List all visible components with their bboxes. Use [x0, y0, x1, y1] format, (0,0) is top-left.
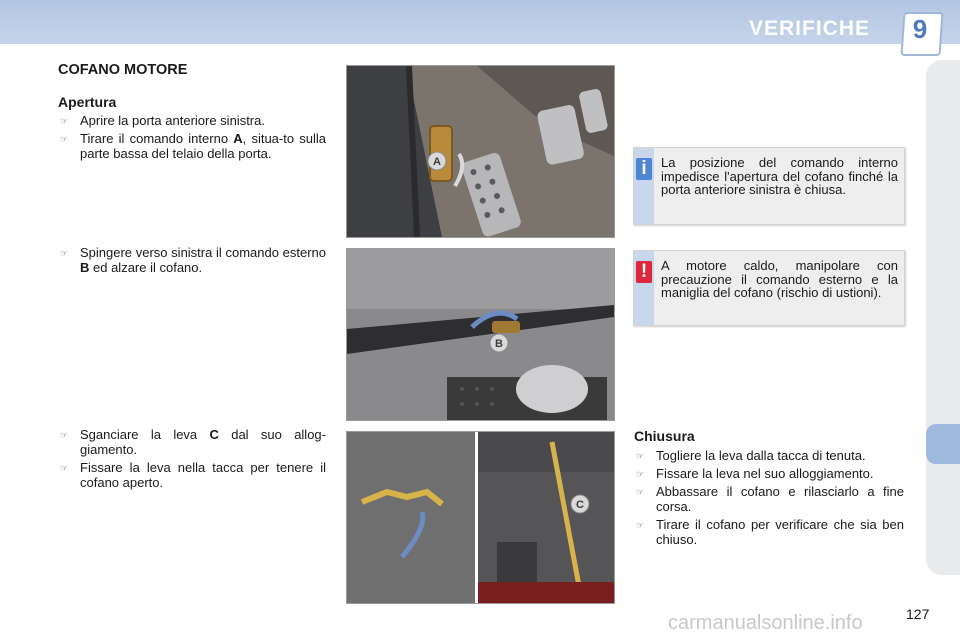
list-item: ☞ Spingere verso sinistra il comando esterno B ed alzare il cofano.	[60, 245, 326, 275]
hand-pointer-icon: ☞	[60, 430, 69, 440]
info-icon: i	[636, 158, 652, 180]
list-item: ☞ Tirare il cofano per verificare che sia ben chiuso.	[636, 517, 904, 547]
chiusura-steps	[634, 448, 904, 550]
hand-pointer-icon: ☞	[60, 134, 69, 144]
chapter-tab-marker	[926, 424, 960, 464]
hand-pointer-icon: ☞	[60, 116, 69, 126]
chapter-number: 9	[912, 14, 928, 44]
hand-pointer-icon: ☞	[636, 487, 645, 497]
list-item: ☞ Fissare la leva nella tacca per tenere il cofano aperto.	[60, 460, 326, 490]
hand-pointer-icon: ☞	[60, 248, 69, 258]
side-strip	[926, 60, 960, 575]
page-number: 127	[906, 606, 930, 622]
list-item: ☞ Aprire la porta anteriore sinistra.	[60, 113, 265, 128]
chiusura-title: Chiusura	[634, 428, 695, 444]
watermark: carmanualsonline.info	[668, 612, 863, 634]
list-item: ☞ Sganciare la leva C dal suo allog-giamento.	[60, 427, 326, 457]
list-item: ☞ Fissare la leva nel suo alloggiamento.	[636, 466, 874, 481]
info-notice	[633, 147, 905, 225]
info-notice-text: La posizione del comando interno impedisce l'apertura del cofano finché la porta anteriore sinistra è chiusa.	[661, 155, 898, 197]
list-item: ☞ Togliere la leva dalla tacca di tenuta.	[636, 448, 866, 463]
hand-pointer-icon: ☞	[636, 451, 645, 461]
apertura-title: Apertura	[58, 94, 117, 110]
figure-external-release	[346, 248, 615, 421]
warning-notice	[633, 250, 905, 326]
figure-prop-rod	[346, 431, 615, 604]
hand-pointer-icon: ☞	[60, 463, 69, 473]
hand-pointer-icon: ☞	[636, 469, 645, 479]
warning-notice-text: A motore caldo, manipolare con precauzione il comando esterno e la maniglia del cofano (rischio di ustioni).	[661, 258, 898, 300]
list-item: ☞ Tirare il comando interno A, situa-to sulla parte bassa del telaio della porta.	[60, 131, 327, 161]
apertura-steps	[58, 113, 326, 164]
callout-b-label: B	[495, 338, 503, 350]
apertura-steps-lever	[58, 427, 326, 493]
page-header-title: VERIFICHE	[748, 17, 870, 40]
list-item: ☞ Abbassare il cofano e rilasciarlo a fine corsa.	[636, 484, 904, 514]
hand-pointer-icon: ☞	[636, 520, 645, 530]
callout-c-label: C	[576, 499, 584, 511]
section-title: COFANO MOTORE	[58, 62, 188, 78]
figure-interior-release	[346, 65, 615, 238]
warning-icon: !	[636, 261, 652, 283]
apertura-step-external	[58, 245, 326, 278]
callout-a-label: A	[433, 156, 441, 168]
